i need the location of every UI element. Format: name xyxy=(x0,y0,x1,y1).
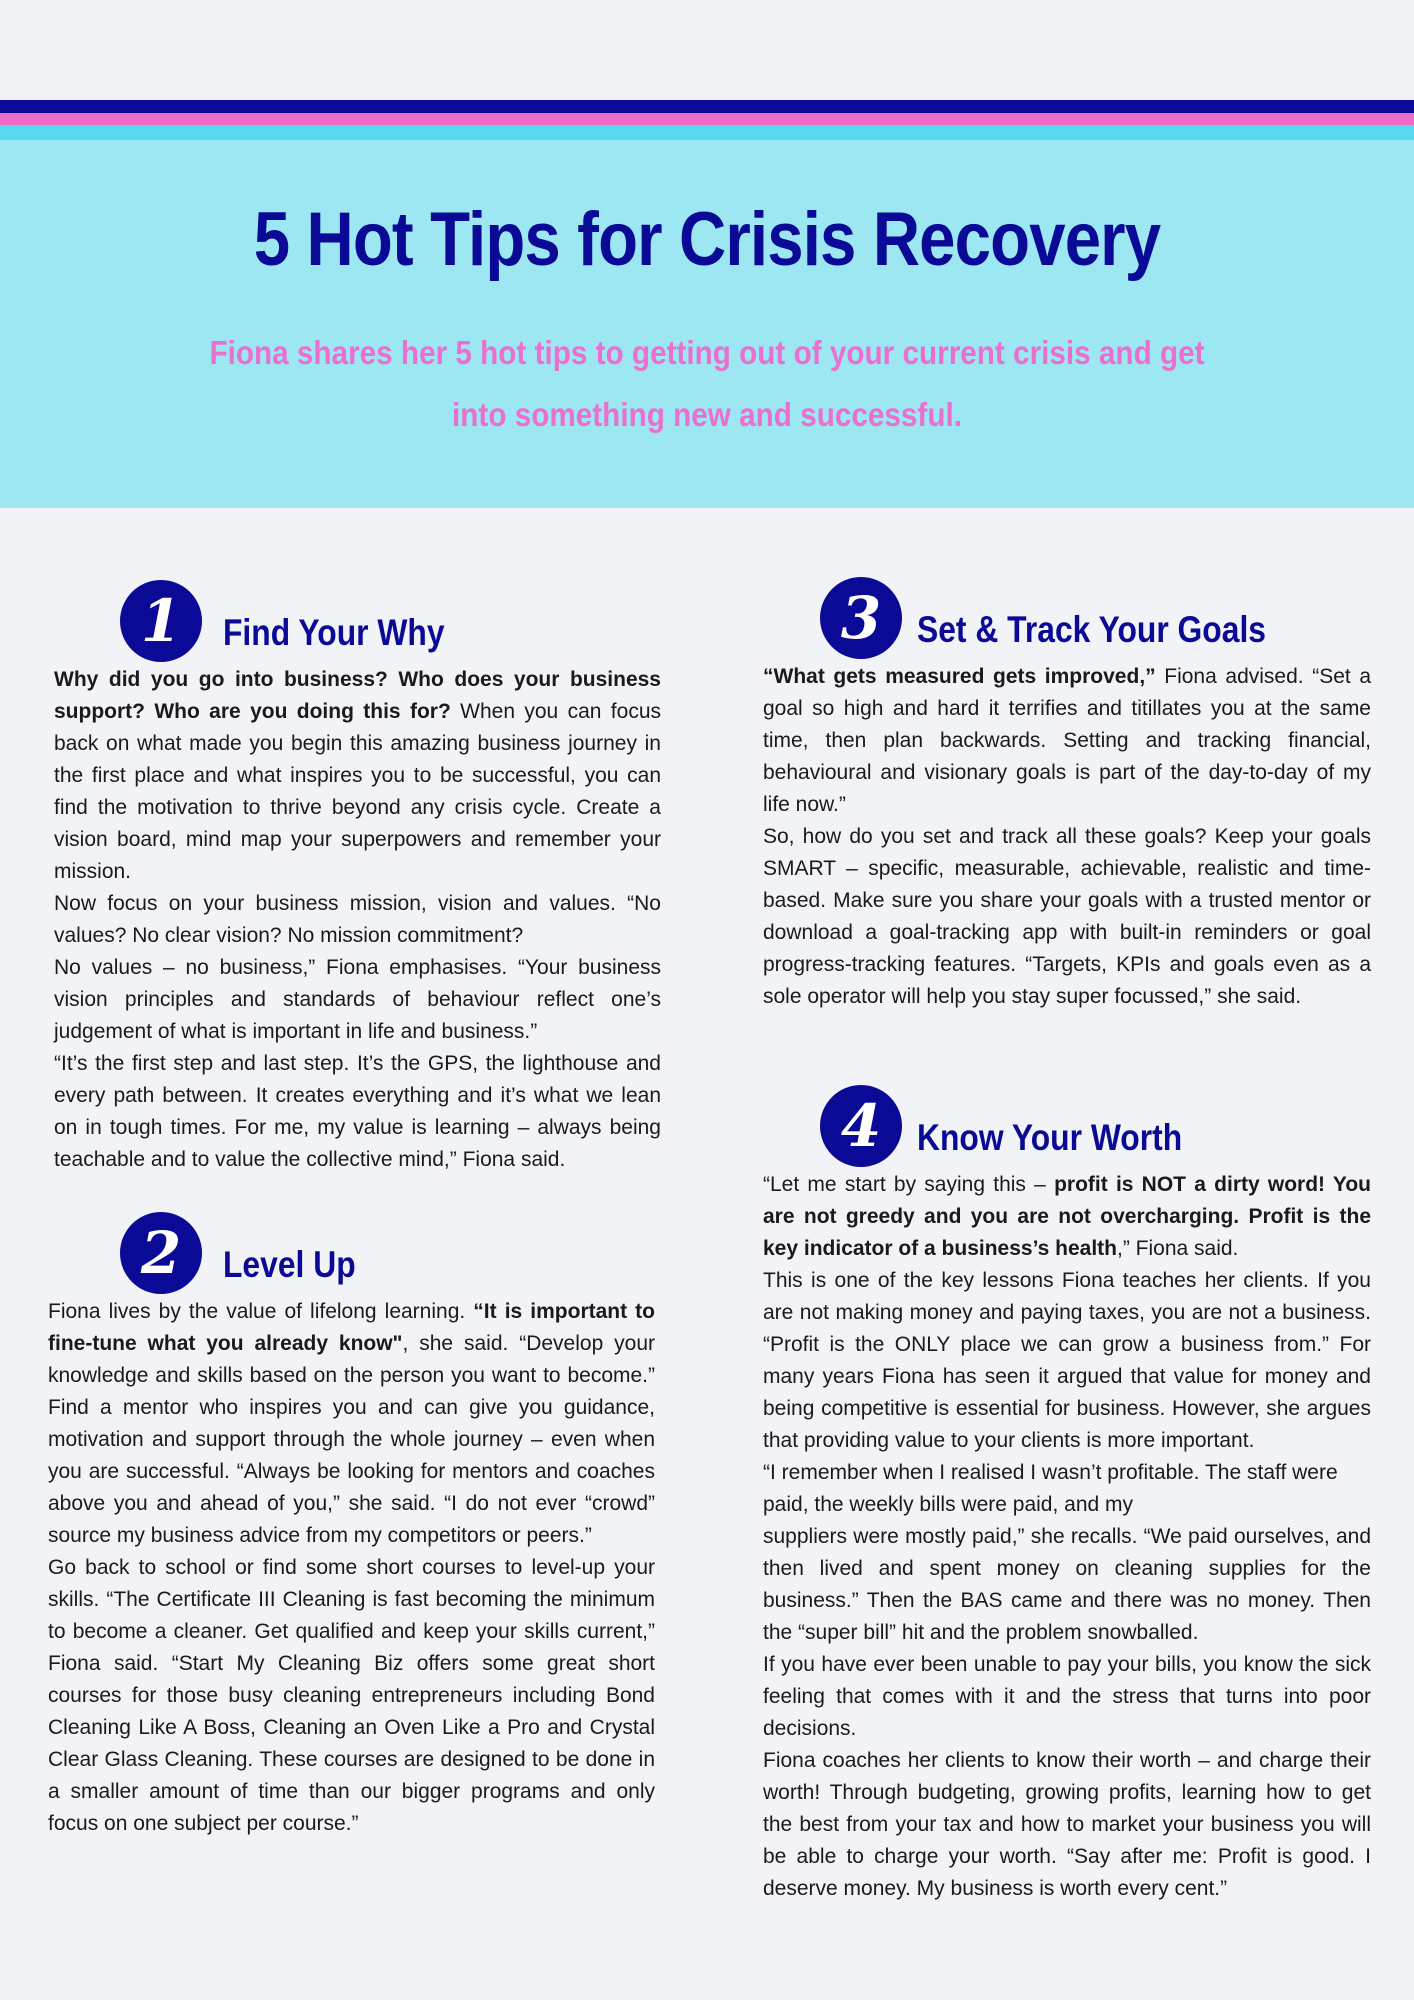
section-title: Know Your Worth xyxy=(917,1117,1183,1158)
number-badge-3: 3 xyxy=(820,577,902,659)
header-stripe-cyan xyxy=(0,125,1414,140)
page-subtitle: Fiona shares her 5 hot tips to getting out of your current crisis and get into something new and successful. xyxy=(209,334,1205,433)
section-header xyxy=(763,1083,1375,1169)
section-body xyxy=(763,661,1371,1013)
section-header xyxy=(54,578,666,664)
section-title: Level Up xyxy=(223,1244,356,1285)
paragraph: “I remember when I realised I wasn’t profitable. The staff were paid, the weekly bills were paid, and my xyxy=(763,1461,1338,1516)
bold-text: “It is important to fine-tune what you already know" xyxy=(48,1300,655,1355)
section-body xyxy=(54,664,661,1176)
paragraph: Go back to school or find some short courses to level-up your skills. “The Certificate III Cleaning is fast becoming the minimum to become a cleaner. Get qualified and keep your skills current,” Fiona said. “Start My Cleaning Biz offers some great short courses for those busy cleaning entrepreneurs including Bond Cleaning Like A Boss, Cleaning an Oven Like a Pro and Crystal Clear Glass Cleaning. These courses are designed to be done in a smaller amount of time than our bigger programs and only focus on one subject per course.” xyxy=(48,1556,655,1835)
paragraph: suppliers were mostly paid,” she recalls. “We paid ourselves, and then lived and spent money on cleaning supplies for the business.” Then the BAS came and there was no money. Then the “super bill” hit and the problem snowballed. xyxy=(763,1525,1371,1644)
paragraph: “It’s the first step and last step. It’s the GPS, the lighthouse and every path between. It creates everything and it’s what we lean on in tough times. For me, my value is learning – always being teachable and to value the collective mind,” Fiona said. xyxy=(54,1052,661,1171)
page-title: 5 Hot Tips for Crisis Recovery xyxy=(253,197,1161,282)
bold-text: Why did you go into business? Who does your business support? Who are you doing this for? xyxy=(54,668,661,723)
number-badge-2: 2 xyxy=(120,1212,202,1294)
section-set-track-goals xyxy=(763,575,1375,1013)
header-stripe-navy xyxy=(0,100,1414,113)
paragraph: No values – no business,” Fiona emphasises. “Your business vision principles and standards of behaviour reflect one’s judgement of what is important in life and business.” xyxy=(54,956,661,1043)
section-header xyxy=(48,1210,660,1296)
text: , she said. “Develop your knowledge and skills based on the person you want to become.” Find a mentor who inspires you and can give you guidance, motivation and support through the whole journey – even when you are successful. “Always be looking for mentors and coaches above you and ahead of you,” she said. “I do not ever “crowd” source my business advice from my competitors or peers.” xyxy=(48,1332,655,1547)
paragraph: This is one of the key lessons Fiona teaches her clients. If you are not making money and paying taxes, you are not a business. “Profit is the ONLY place we can grow a business from.” For many years Fiona has seen it argued that value for money and being competitive is essential for business. However, she argues that providing value to your clients is more important. xyxy=(763,1269,1371,1452)
paragraph xyxy=(763,1169,1371,1265)
paragraph: If you have ever been unable to pay your bills, you know the sick feeling that comes with it and the stress that turns into poor decisions. xyxy=(763,1653,1371,1740)
paragraph: Fiona coaches her clients to know their worth – and charge their worth! Through budgeting, growing profits, learning how to get the best from your tax and how to market your business you will be able to charge your worth. “Say after me: Profit is good. I deserve money. My business is worth every cent.” xyxy=(763,1749,1371,1900)
number-badge-1: 1 xyxy=(120,580,202,662)
number-badge-4: 4 xyxy=(820,1085,902,1167)
section-find-your-why xyxy=(54,578,666,1176)
section-title: Set & Track Your Goals xyxy=(917,609,1266,650)
text: When you can focus back on what made you begin this amazing business journey in the first place and what inspires you to be successful, you can find the motivation to thrive beyond any crisis cycle. Create a vision board, mind map your superpowers and remember your mission. xyxy=(54,700,662,883)
text: Fiona lives by the value of lifelong learning. xyxy=(48,1300,474,1323)
paragraph: So, how do you set and track all these goals? Keep your goals SMART – specific, measurable, achievable, realistic and time-based. Make sure you share your goals with a trusted mentor or download a goal-tracking app with built-in reminders or goal progress-tracking features. “Targets, KPIs and goals even as a sole operator will help you stay super focussed,” she said. xyxy=(763,825,1371,1008)
bold-text: “What gets measured gets improved,” xyxy=(763,665,1156,688)
section-header xyxy=(763,575,1375,661)
section-body xyxy=(763,1169,1371,1905)
paragraph: Now focus on your business mission, vision and values. “No values? No clear vision? No mission commitment? xyxy=(54,892,661,947)
section-title: Find Your Why xyxy=(223,612,445,653)
text: “Let me start by saying this – xyxy=(763,1173,1055,1196)
section-know-your-worth xyxy=(763,1083,1375,1905)
bold-text: profit is NOT a dirty word! You are not greedy and you are not overcharging. Profit is the key indicator of a business’s health xyxy=(763,1173,1371,1260)
paragraph xyxy=(763,661,1371,821)
paragraph xyxy=(48,1296,655,1552)
header-stripe-pink xyxy=(0,113,1414,125)
section-level-up xyxy=(48,1210,660,1840)
text: ,” Fiona said. xyxy=(1117,1237,1239,1260)
text: Fiona advised. “Set a goal so high and hard it terrifies and titillates you at the same time, then plan backwards. Setting and tracking financial, behavioural and visionary goals is part of the day-to-day of my life now.” xyxy=(763,665,1371,816)
section-body xyxy=(48,1296,655,1840)
paragraph xyxy=(54,664,661,888)
